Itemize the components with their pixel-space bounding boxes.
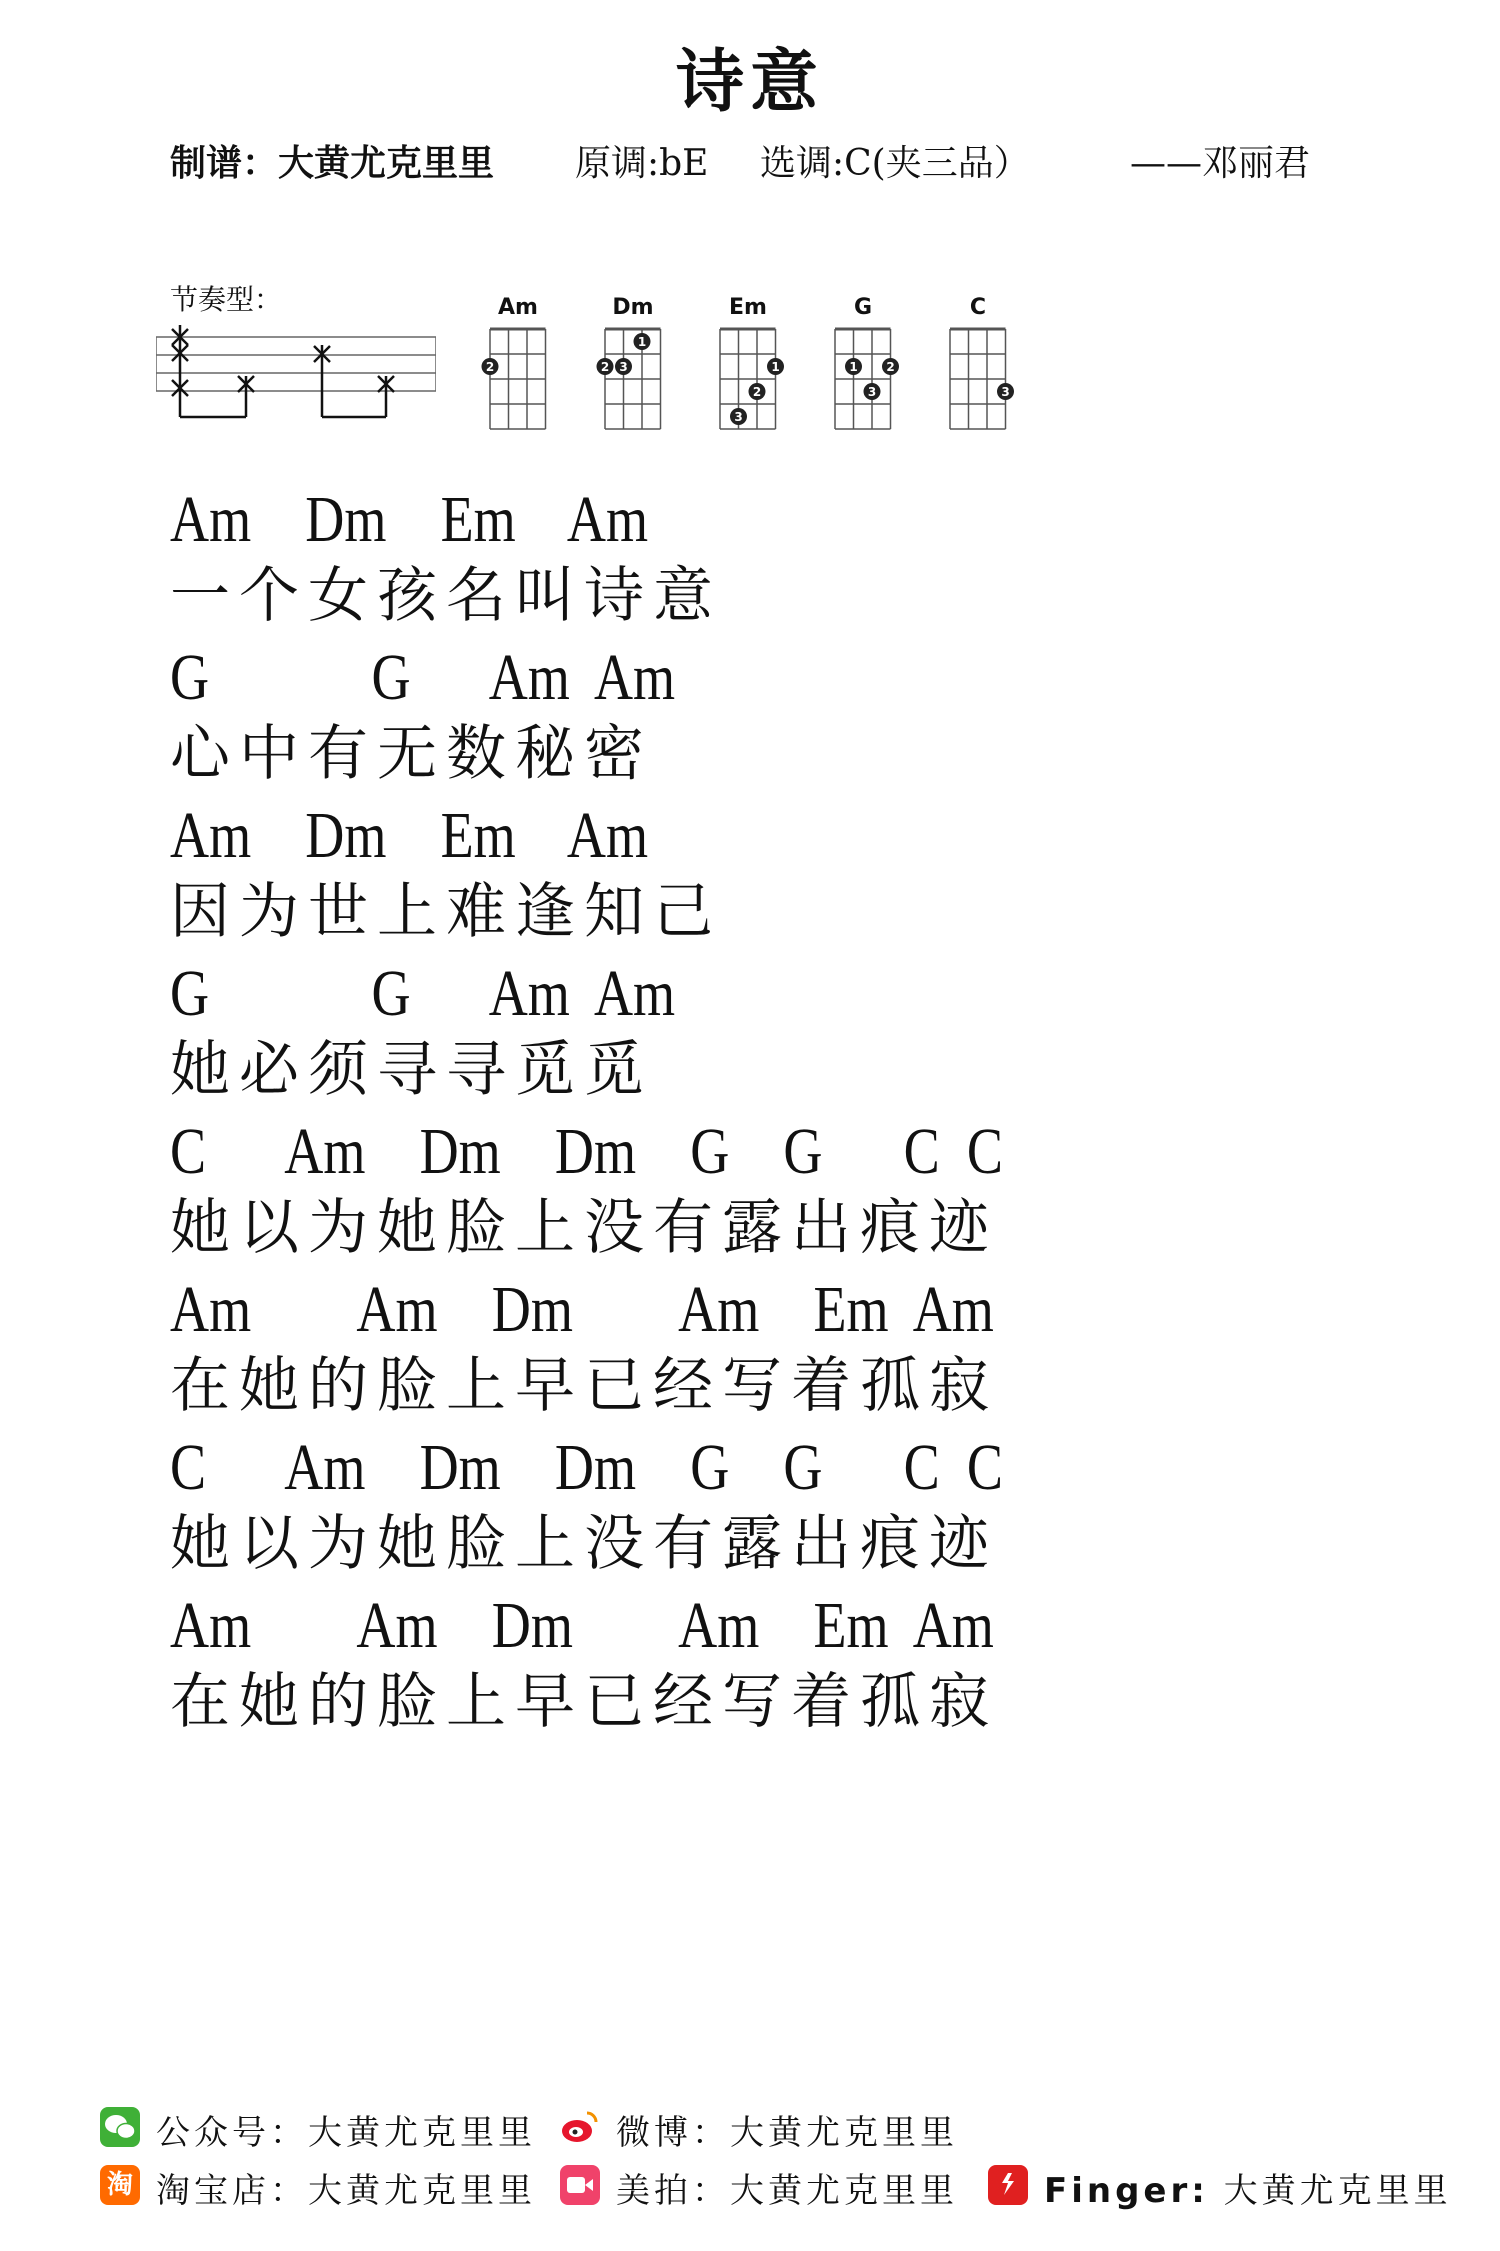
chord-line: C Am Dm Dm G G C C (170, 1431, 1003, 1504)
lyric-line: 一个女孩名叫诗意 (170, 561, 722, 631)
svg-text:1: 1 (637, 335, 647, 349)
chord-name: C (969, 295, 987, 320)
lyric-line: 她必须寻寻觅觅 (170, 1035, 653, 1105)
svg-text:2: 2 (752, 385, 762, 399)
svg-text:1: 1 (849, 360, 858, 374)
taobao-icon: 淘 (100, 2165, 140, 2205)
chord-diagram-c (938, 295, 1018, 445)
finger-name: 大黄尤克里里 (1223, 2171, 1452, 2211)
chord-diagram-em (708, 295, 788, 445)
arranger-credit: 制谱：大黄尤克里里 (170, 142, 495, 184)
chord-line: C Am Dm Dm G G C C (170, 1115, 1003, 1188)
finger-dot (864, 383, 881, 400)
chord-diagrams (478, 295, 1038, 445)
footer-meipai-text: 美拍：大黄尤克里里 (616, 2171, 958, 2211)
song-meta (170, 135, 1370, 195)
chord-diagram-g (823, 295, 903, 445)
original-key: 原调:bE (575, 143, 709, 184)
svg-text:2: 2 (485, 360, 495, 374)
rhythm-pattern (156, 320, 436, 430)
footer-finger (988, 2163, 1452, 2213)
lyric-line: 她以为她脸上没有露出痕迹 (170, 1193, 998, 1263)
svg-text:3: 3 (1001, 385, 1010, 399)
footer-weibo-text: 微博：大黄尤克里里 (616, 2113, 958, 2153)
finger-dot (882, 358, 899, 375)
selected-key: 选调:C(夹三品） (760, 143, 1030, 184)
lyric-line: 她以为她脸上没有露出痕迹 (170, 1509, 998, 1579)
chord-line: Am Dm Em Am (170, 483, 649, 556)
svg-text:2: 2 (886, 360, 895, 374)
lyric-line: 在她的脸上早已经写着孤寂 (170, 1351, 998, 1421)
chord-name: Am (498, 295, 538, 320)
chord-name: G (853, 295, 873, 320)
footer-taobao (100, 2163, 536, 2213)
finger-dot (634, 333, 651, 350)
chord-line: G G Am Am (170, 957, 676, 1030)
finger-dot (749, 383, 766, 400)
svg-text:2: 2 (600, 360, 610, 374)
meipai-icon (560, 2165, 600, 2205)
chord-sheet (170, 480, 1370, 1780)
chord-name: Dm (612, 295, 654, 320)
footer-weibo (560, 2105, 980, 2155)
footer-taobao-text: 淘宝店：大黄尤克里里 (156, 2171, 536, 2211)
finger-dot (997, 383, 1014, 400)
footer-wechat-text: 公众号：大黄尤克里里 (156, 2113, 536, 2153)
chord-diagram-am (478, 295, 558, 445)
chord-line: G G Am Am (170, 641, 676, 714)
lyric-line: 在她的脸上早已经写着孤寂 (170, 1667, 998, 1737)
svg-text:3: 3 (619, 360, 628, 374)
weibo-icon (560, 2107, 600, 2147)
wechat-icon (100, 2107, 140, 2147)
chord-line: Am Dm Em Am (170, 799, 649, 872)
finger-dot (597, 358, 614, 375)
finger-dot (482, 358, 499, 375)
svg-text:1: 1 (771, 360, 780, 374)
finger-app-icon (988, 2165, 1028, 2205)
chord-line: Am Am Dm Am Em Am (170, 1589, 994, 1662)
lyric-line: 心中有无数秘密 (170, 719, 653, 789)
chord-diagram-dm (593, 295, 673, 445)
finger-label: Finger: (1044, 2171, 1209, 2211)
lyric-line: 因为世上难逢知己 (170, 877, 722, 947)
finger-dot (615, 358, 632, 375)
svg-text:3: 3 (734, 410, 743, 424)
artist-credit: ——邓丽君 (1130, 143, 1311, 184)
chord-line: Am Am Dm Am Em Am (170, 1273, 994, 1346)
footer-wechat (100, 2105, 536, 2155)
svg-text:3: 3 (867, 385, 877, 399)
footer (100, 2105, 1500, 2245)
finger-dot (767, 358, 784, 375)
finger-dot (845, 358, 862, 375)
footer-meipai (560, 2163, 980, 2213)
rhythm-label: 节奏型： (170, 283, 283, 316)
finger-dot (730, 408, 747, 425)
page-title: 诗意 (675, 43, 824, 122)
chord-name: Em (729, 295, 767, 320)
